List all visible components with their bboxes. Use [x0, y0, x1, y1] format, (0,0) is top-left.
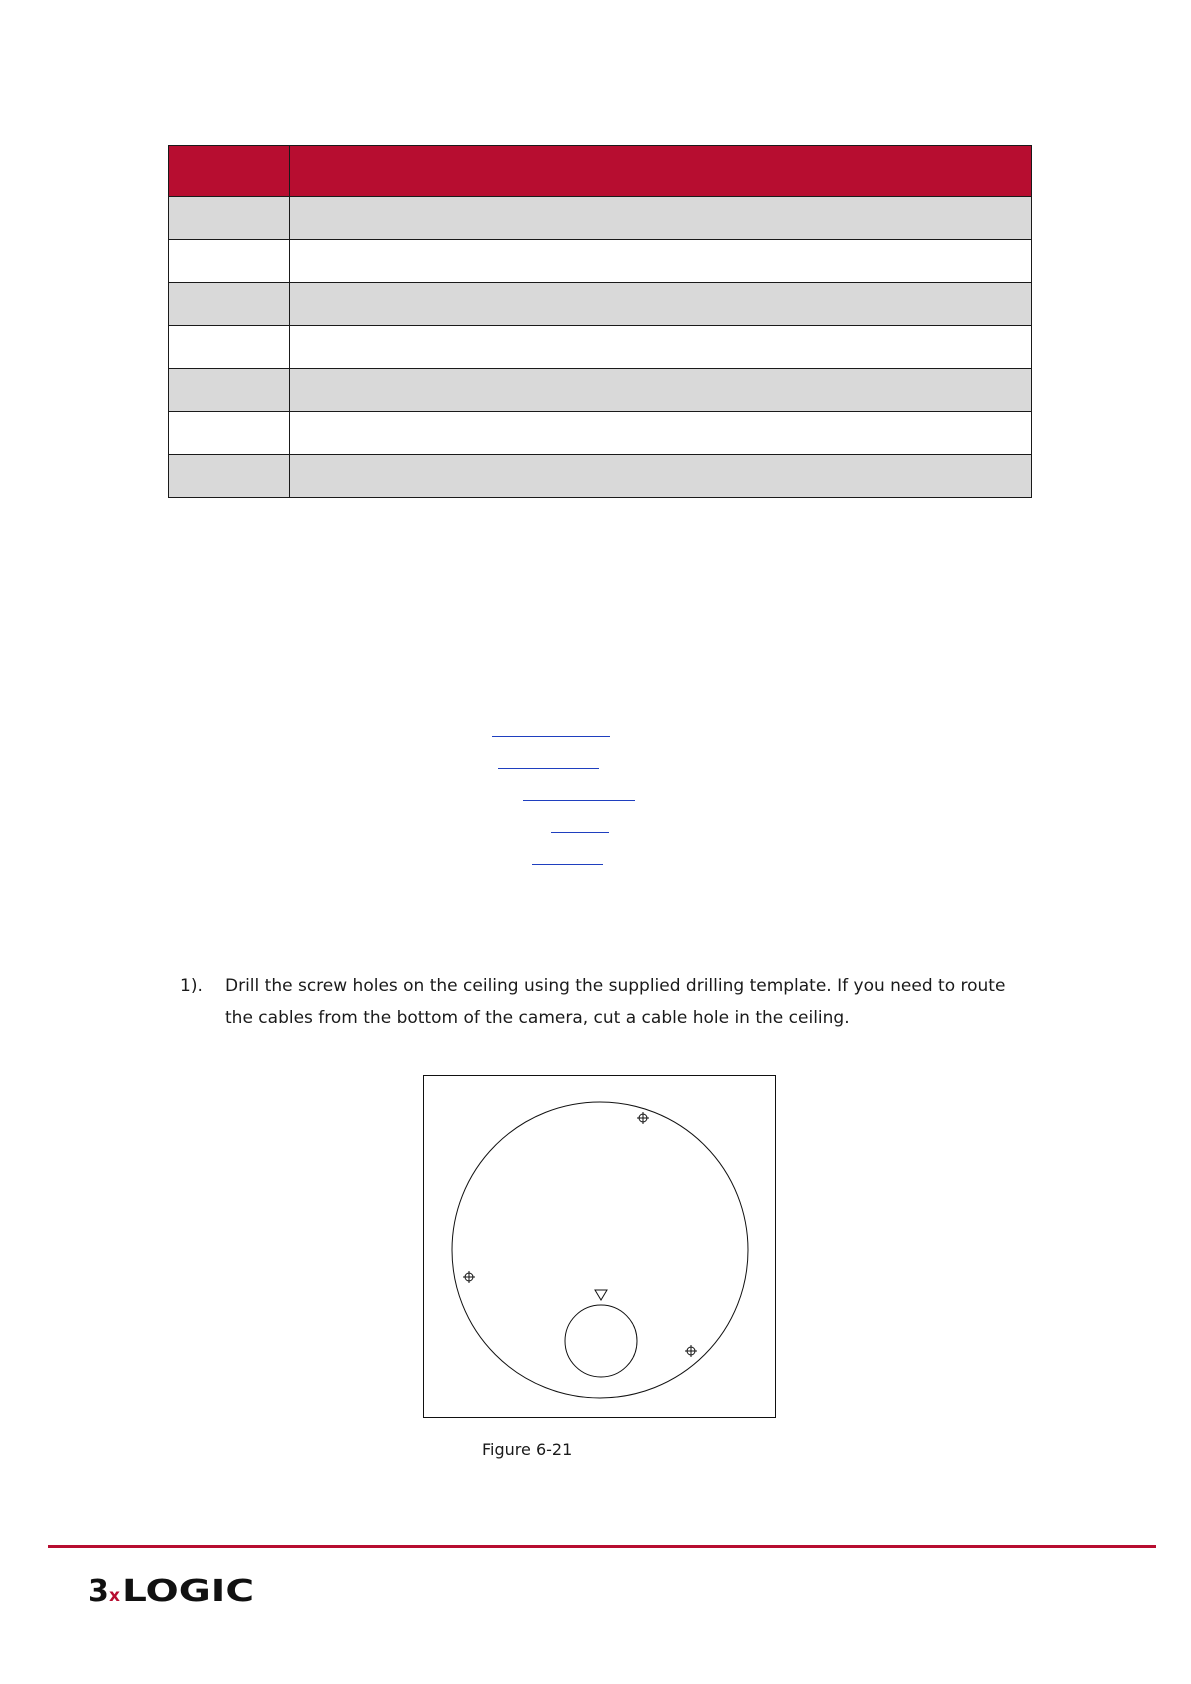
figure-frame: [424, 1076, 776, 1418]
table-row: [169, 455, 1032, 498]
table-cell: [290, 412, 1032, 455]
table-cell: [290, 240, 1032, 283]
figure-caption: Figure 6-21: [482, 1440, 573, 1459]
svg-text:3: 3: [88, 1574, 109, 1608]
table-row: [169, 412, 1032, 455]
table-row: [169, 369, 1032, 412]
table-cell: [290, 326, 1032, 369]
table-row: [169, 197, 1032, 240]
table-header-cell: [169, 146, 290, 197]
table-cell: [169, 326, 290, 369]
svg-text:x: x: [109, 1586, 120, 1606]
svg-text:LOGIC: LOGIC: [122, 1574, 254, 1608]
drilling-template-figure: [423, 1075, 776, 1418]
table-cell: [169, 455, 290, 498]
company-logo: [88, 1572, 258, 1608]
table-row: [169, 240, 1032, 283]
step-number: 1).: [180, 976, 203, 996]
table-cell: [169, 197, 290, 240]
table-header-cell: [290, 146, 1032, 197]
step-text: Drill the screw holes on the ceiling using the supplied drilling template. If you need to route the cables from the bottom of the camera, cut a cable hole in the ceiling.: [225, 976, 1006, 1028]
table-cell: [290, 283, 1032, 326]
table-cell: [169, 369, 290, 412]
spec-table: [168, 145, 1032, 498]
table-cell: [169, 240, 290, 283]
table-cell: [169, 412, 290, 455]
toc-link[interactable]: [498, 750, 599, 769]
table-header-row: [169, 146, 1032, 197]
toc-link[interactable]: [551, 814, 609, 833]
footer-divider: [48, 1545, 1156, 1548]
table-cell: [290, 197, 1032, 240]
table-row: [169, 283, 1032, 326]
toc-link[interactable]: [523, 782, 635, 801]
table-cell: [169, 283, 290, 326]
table-cell: [290, 369, 1032, 412]
toc-link[interactable]: [532, 846, 603, 865]
toc-link[interactable]: [492, 718, 610, 737]
table-cell: [290, 455, 1032, 498]
table-row: [169, 326, 1032, 369]
